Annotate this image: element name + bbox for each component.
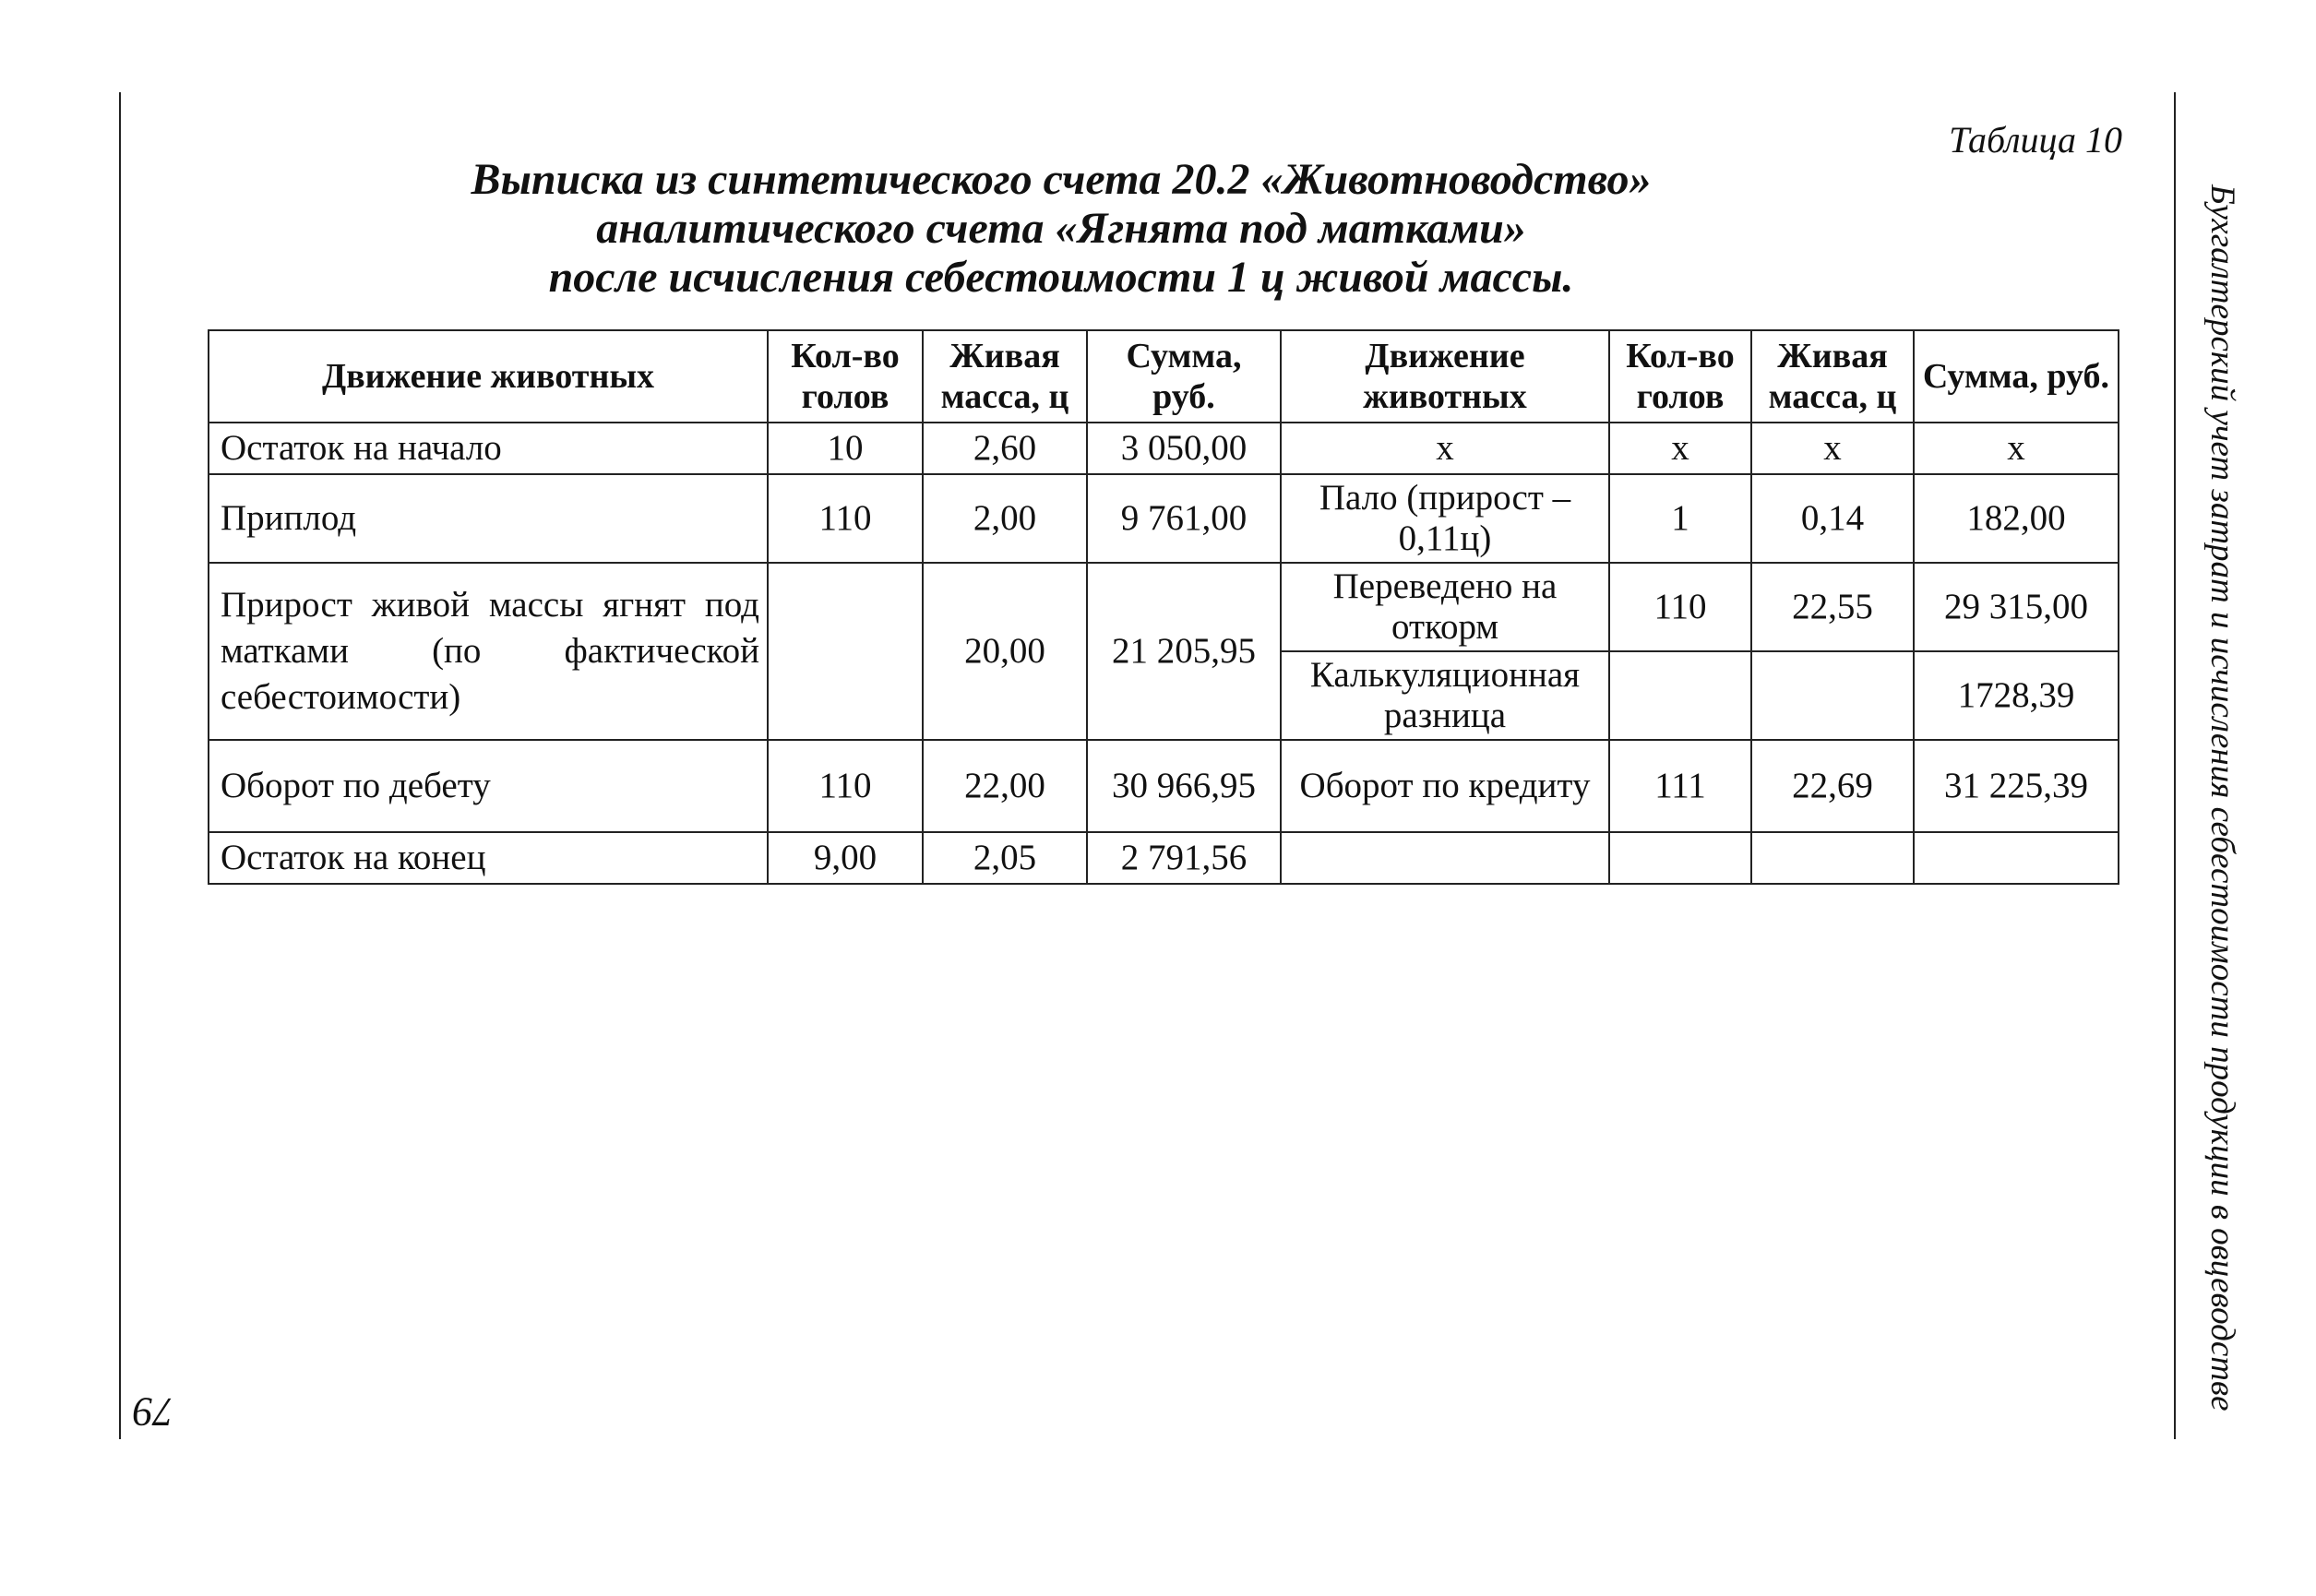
- table-row-opening: [209, 423, 2119, 474]
- cell-mass: 22,00: [923, 740, 1087, 832]
- cell-label: Оборот по дебету: [209, 740, 768, 832]
- table-label: Таблица 10: [1949, 119, 2122, 161]
- cell-credit-mass: [1751, 651, 1914, 740]
- cell-credit-sum: 29 315,00: [1914, 563, 2119, 651]
- cell-credit-sum-empty: [1914, 832, 2119, 884]
- table-row-offspring: [209, 474, 2119, 563]
- header-debit-mass: Живая масса, ц: [923, 330, 1087, 423]
- cell-label: Прирост живой массы ягнят под матками (по фактической себестоимости): [209, 563, 768, 740]
- cell-credit-sum: 182,00: [1914, 474, 2119, 563]
- cell-credit-mass: 0,14: [1751, 474, 1914, 563]
- cell-mass: 20,00: [923, 563, 1087, 740]
- header-credit-heads: Кол-во голов: [1609, 330, 1751, 423]
- header-credit-movement: Движение животных: [1281, 330, 1609, 423]
- header-credit-mass: Живая масса, ц: [1751, 330, 1914, 423]
- right-margin-rule: [2174, 92, 2176, 1439]
- cell-mass: 2,05: [923, 832, 1087, 884]
- cell-credit-label: Оборот по кредиту: [1281, 740, 1609, 832]
- cell-credit-mass: 22,55: [1751, 563, 1914, 651]
- cell-sum: 2 791,56: [1087, 832, 1281, 884]
- cell-credit-label: Пало (прирост – 0,11ц): [1281, 474, 1609, 563]
- cell-credit-heads-empty: [1609, 832, 1751, 884]
- cell-credit-heads: [1609, 651, 1751, 740]
- cell-credit-heads: 110: [1609, 563, 1751, 651]
- page-number: 79: [133, 1389, 173, 1435]
- cell-mass: 2,60: [923, 423, 1087, 474]
- cell-heads: 110: [768, 740, 923, 832]
- heading-line-3: после исчисления себестоимости 1 ц живой массы.: [548, 253, 1574, 302]
- cell-heads: 10: [768, 423, 923, 474]
- left-margin-rule: [119, 92, 121, 1439]
- cell-credit-sum: 31 225,39: [1914, 740, 2119, 832]
- cell-label: Остаток на конец: [209, 832, 768, 884]
- table-heading: [388, 155, 1735, 302]
- cell-credit-label: Калькуляционная разница: [1281, 651, 1609, 740]
- table-row-turnover: [209, 740, 2119, 832]
- cell-sum: 30 966,95: [1087, 740, 1281, 832]
- cell-credit-label-empty: [1281, 832, 1609, 884]
- header-debit-sum: Сумма, руб.: [1087, 330, 1281, 423]
- cell-heads: 110: [768, 474, 923, 563]
- cell-sum: 9 761,00: [1087, 474, 1281, 563]
- table-row-gain: [209, 563, 2119, 651]
- cell-credit-heads: 1: [1609, 474, 1751, 563]
- table-row-closing: [209, 832, 2119, 884]
- cell-mass: 2,00: [923, 474, 1087, 563]
- cell-credit-sum: х: [1914, 423, 2119, 474]
- header-debit-movement: Движение животных: [209, 330, 768, 423]
- cell-label: Остаток на начало: [209, 423, 768, 474]
- cell-credit-mass: х: [1751, 423, 1914, 474]
- cell-credit-label: Переведено на откорм: [1281, 563, 1609, 651]
- header-debit-heads: Кол-во голов: [768, 330, 923, 423]
- cell-credit-sum: 1728,39: [1914, 651, 2119, 740]
- cell-sum: 21 205,95: [1087, 563, 1281, 740]
- ledger-table: [208, 329, 2119, 885]
- cell-heads: 9,00: [768, 832, 923, 884]
- cell-credit-label: х: [1281, 423, 1609, 474]
- heading-line-1: Выписка из синтетического счета 20.2 «Животноводство»: [471, 155, 1652, 204]
- running-title: Бухгалтерский учет затрат и исчисления себестоимости продукции в овцеводстве: [2203, 185, 2241, 1411]
- heading-line-2: аналитического счета «Ягнята под матками»: [596, 204, 1526, 253]
- cell-credit-mass: 22,69: [1751, 740, 1914, 832]
- cell-credit-mass-empty: [1751, 832, 1914, 884]
- cell-credit-heads: х: [1609, 423, 1751, 474]
- cell-credit-heads: 111: [1609, 740, 1751, 832]
- header-row: [209, 330, 2119, 423]
- cell-label: Приплод: [209, 474, 768, 563]
- cell-sum: 3 050,00: [1087, 423, 1281, 474]
- cell-heads: [768, 563, 923, 740]
- header-credit-sum: Сумма, руб.: [1914, 330, 2119, 423]
